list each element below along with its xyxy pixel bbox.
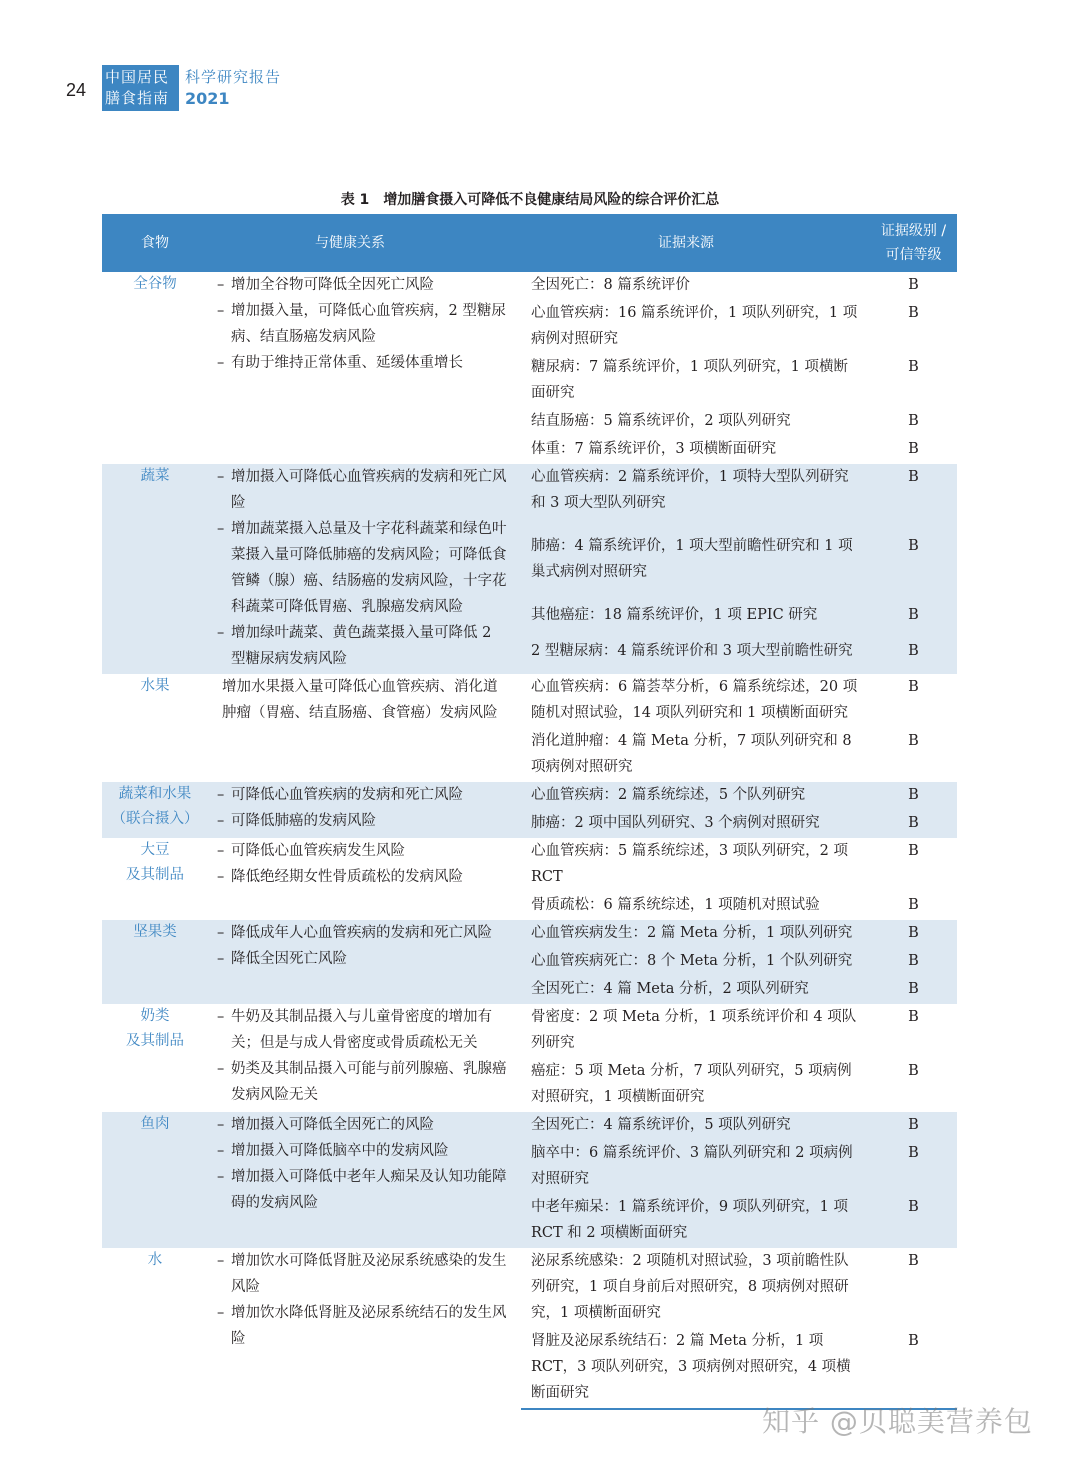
relation-item (217, 1112, 507, 1138)
food-name (102, 1112, 208, 1248)
food-name-line: 蔬菜 (140, 468, 170, 484)
evidence-grade: B (908, 897, 919, 913)
relation-text: 增加饮水降低肾脏及泌尿系统结石的发生风险 (231, 1305, 507, 1347)
table-row (102, 782, 957, 810)
food-name-line: 大豆 (140, 842, 170, 858)
table-caption-number: 表 1 (340, 192, 370, 208)
relation-item (217, 350, 507, 376)
header-relation: 与健康关系 (208, 214, 521, 272)
evidence-grade: B (870, 920, 957, 948)
relation-text: 奶类及其制品摄入可能与前列腺癌、乳腺癌发病风险无关 (231, 1061, 507, 1103)
health-relation (208, 1248, 521, 1409)
food-name (102, 272, 208, 464)
evidence-source: 糖尿病：7 篇系统评价，1 项队列研究，1 项横断面研究 (531, 359, 849, 401)
bullet-dash: – (217, 1009, 225, 1025)
bullet-dash: – (217, 625, 225, 641)
relation-text: 降低绝经期女性骨质疏松的发病风险 (231, 869, 463, 885)
bullet-dash: – (217, 355, 225, 371)
header-grade (870, 214, 957, 272)
evidence-grade: B (870, 1328, 957, 1409)
evidence-source: 全因死亡：8 篇系统评价 (531, 277, 690, 293)
evidence-source: 其他癌症：18 篇系统评价，1 项 EPIC 研究 (521, 602, 870, 638)
evidence-grade: B (870, 810, 957, 838)
evidence-grade: B (870, 464, 957, 533)
relation-text: 降低成年人心血管疾病的发病和死亡风险 (231, 925, 492, 941)
health-relation (208, 464, 521, 674)
food-name-line: 水果 (140, 678, 170, 694)
relation-item (217, 864, 507, 890)
evidence-grade: B (908, 733, 919, 749)
health-relation (208, 838, 521, 920)
relation-item (217, 1004, 507, 1056)
relation-item (217, 808, 507, 834)
header-grade-line-1: 证据级别 / (880, 223, 947, 239)
evidence-grade: B (908, 277, 919, 293)
table-row (102, 464, 957, 533)
relation-text: 牛奶及其制品摄入与儿童骨密度的增加有关；但是与成人骨密度或骨质疏松无关 (231, 1009, 492, 1051)
relation-text: 有助于维持正常体重、延缓体重增长 (231, 355, 463, 371)
relation-item (217, 464, 507, 516)
evidence-grade: B (870, 976, 957, 1004)
relation-item (217, 1164, 507, 1216)
food-name-line: 及其制品 (126, 867, 184, 883)
relation-text: 增加全谷物可降低全因死亡风险 (231, 277, 434, 293)
health-relation (208, 920, 521, 1004)
evidence-source: 肺癌：4 篇系统评价，1 项大型前瞻性研究和 1 项巢式病例对照研究 (521, 533, 870, 602)
table-row (102, 674, 957, 728)
food-name-line: 鱼肉 (140, 1116, 170, 1132)
evidence-grade: B (908, 1009, 919, 1025)
evidence-grade: B (908, 1063, 919, 1079)
table-row (102, 1112, 957, 1140)
food-name (102, 674, 208, 782)
header-food: 食物 (102, 214, 208, 272)
evidence-source: 全因死亡：4 篇 Meta 分析，2 项队列研究 (521, 976, 870, 1004)
relation-item (217, 1248, 507, 1300)
evidence-grade: B (908, 359, 919, 375)
relation-item (217, 920, 507, 946)
relation-item (217, 620, 507, 672)
bullet-dash: – (217, 813, 225, 829)
relation-text: 增加绿叶蔬菜、黄色蔬菜摄入量可降低 2 型糖尿病发病风险 (231, 625, 492, 667)
evidence-grade: B (908, 1253, 919, 1269)
relation-text: 增加饮水可降低肾脏及泌尿系统感染的发生风险 (231, 1253, 507, 1295)
evidence-grade: B (870, 1140, 957, 1194)
evidence-source: 心血管疾病死亡：8 个 Meta 分析，1 个队列研究 (521, 948, 870, 976)
health-relation (208, 1112, 521, 1248)
health-relation (208, 1004, 521, 1112)
evidence-source: 心血管疾病：5 篇系统综述，3 项队列研究，2 项 RCT (531, 843, 849, 885)
page-number: 24 (66, 80, 87, 100)
evidence-source: 肾脏及泌尿系统结石：2 篇 Meta 分析，1 项 RCT，3 项队列研究，3 项病例对照研究，4 项横断面研究 (521, 1328, 870, 1409)
watermark: 知乎 @贝聪美营养包 (762, 1405, 1033, 1438)
evidence-grade: B (908, 843, 919, 859)
relation-item: 增加水果摄入量可降低心血管疾病、消化道肿瘤（胃癌、结直肠癌、食管癌）发病风险 (222, 679, 498, 721)
food-name-line: 蔬菜和水果 (118, 786, 192, 802)
evidence-source: 泌尿系统感染：2 项随机对照试验，3 项前瞻性队列研究，1 项自身前后对照研究，8 项病例对照研究，1 项横断面研究 (531, 1253, 849, 1321)
bullet-dash: – (217, 925, 225, 941)
evidence-source: 消化道肿瘤：4 篇 Meta 分析，7 项队列研究和 8 项病例对照研究 (531, 733, 852, 775)
guideline-badge (102, 65, 179, 111)
bullet-dash: – (217, 469, 225, 485)
food-name (102, 464, 208, 674)
food-name (102, 920, 208, 1004)
food-name-line: 水 (147, 1252, 163, 1268)
report-header (185, 67, 281, 109)
evidence-source: 2 型糖尿病：4 篇系统评价和 3 项大型前瞻性研究 (521, 638, 870, 674)
relation-text: 可降低心血管疾病发生风险 (231, 843, 405, 859)
evidence-source: 心血管疾病发生：2 篇 Meta 分析，1 项队列研究 (521, 920, 870, 948)
table-row (102, 272, 957, 300)
relation-text: 可降低肺癌的发病风险 (231, 813, 376, 829)
evidence-source: 心血管疾病：6 篇荟萃分析，6 篇系统综述，20 项随机对照试验，14 项队列研究和 1 项横断面研究 (531, 679, 858, 721)
relation-item (217, 1300, 507, 1352)
bullet-dash: – (217, 1117, 225, 1133)
bullet-dash: – (217, 1305, 225, 1321)
relation-item (217, 1138, 507, 1164)
relation-text: 增加摄入可降低中老年人痴呆及认知功能障碍的发病风险 (231, 1169, 507, 1211)
evidence-source: 全因死亡：4 篇系统评价，5 项队列研究 (521, 1112, 870, 1140)
health-relation (208, 782, 521, 838)
evidence-source: 肺癌：2 项中国队列研究、3 个病例对照研究 (521, 810, 870, 838)
food-name-line: 坚果类 (133, 924, 177, 940)
report-year: 2021 (185, 89, 230, 108)
relation-item (217, 298, 507, 350)
table-header-row (102, 214, 957, 272)
evidence-grade: B (870, 602, 957, 638)
evidence-grade: B (908, 679, 919, 695)
food-name-line: 及其制品 (126, 1033, 184, 1049)
food-name-line: 全谷物 (133, 276, 177, 292)
relation-text: 增加摄入可降低全因死亡的风险 (231, 1117, 434, 1133)
bullet-dash: – (217, 951, 225, 967)
evidence-grade: B (908, 413, 919, 429)
evidence-grade: B (908, 305, 919, 321)
relation-item (217, 946, 507, 972)
badge-line-1: 中国居民 (105, 68, 170, 86)
evidence-grade: B (870, 1112, 957, 1140)
food-name (102, 1004, 208, 1112)
badge-line-2: 膳食指南 (105, 89, 170, 107)
health-relation (208, 674, 521, 782)
table-row (102, 1248, 957, 1328)
relation-item (217, 782, 507, 808)
relation-item (217, 838, 507, 864)
report-title: 科学研究报告 (185, 68, 282, 86)
table-row (102, 920, 957, 948)
relation-text: 增加蔬菜摄入总量及十字花科蔬菜和绿色叶菜摄入量可降低肺癌的发病风险；可降低食管鳞（腺）癌、结肠癌的发病风险，十字花科蔬菜可降低胃癌、乳腺癌发病风险 (231, 521, 507, 615)
food-name (102, 838, 208, 920)
relation-text: 降低全因死亡风险 (231, 951, 347, 967)
bullet-dash: – (217, 1169, 225, 1185)
evidence-source: 骨密度：2 项 Meta 分析，1 项系统评价和 4 项队列研究 (531, 1009, 857, 1051)
evidence-source: 中老年痴呆：1 篇系统评价，9 项队列研究，1 项 RCT 和 2 项横断面研究 (521, 1194, 870, 1248)
table-caption-title: 增加膳食摄入可降低不良健康结局风险的综合评价汇总 (383, 192, 720, 208)
bullet-dash: – (217, 1253, 225, 1269)
relation-text: 增加摄入可降低脑卒中的发病风险 (231, 1143, 449, 1159)
evidence-source: 心血管疾病：16 篇系统评价，1 项队列研究，1 项病例对照研究 (531, 305, 858, 347)
evidence-source: 心血管疾病：2 篇系统评价，1 项特大型队列研究和 3 项大型队列研究 (521, 464, 870, 533)
header-grade-line-2: 可信等级 (885, 247, 942, 263)
relation-text: 可降低心血管疾病的发病和死亡风险 (231, 787, 463, 803)
evidence-grade: B (870, 782, 957, 810)
relation-item (217, 516, 507, 620)
bullet-dash: – (217, 787, 225, 803)
food-name (102, 1248, 208, 1409)
bullet-dash: – (217, 277, 225, 293)
evidence-source: 结直肠癌：5 篇系统评价，2 项队列研究 (531, 413, 791, 429)
evidence-grade: B (870, 1194, 957, 1248)
evidence-source: 癌症：5 项 Meta 分析，7 项队列研究，5 项病例对照研究，1 项横断面研究 (531, 1063, 852, 1105)
relation-text: 增加摄入量，可降低心血管疾病，2 型糖尿病、结直肠癌发病风险 (231, 303, 506, 345)
bullet-dash: – (217, 521, 225, 537)
bullet-dash: – (217, 1061, 225, 1077)
health-relation (208, 272, 521, 464)
relation-item (217, 1056, 507, 1108)
bullet-dash: – (217, 843, 225, 859)
relation-text: 增加摄入可降低心血管疾病的发病和死亡风险 (231, 469, 507, 511)
bullet-dash: – (217, 303, 225, 319)
evidence-grade: B (870, 533, 957, 602)
evidence-source: 骨质疏松：6 篇系统综述，1 项随机对照试验 (531, 897, 820, 913)
evidence-source: 体重：7 篇系统评价，3 项横断面研究 (531, 441, 777, 457)
evidence-source: 脑卒中：6 篇系统评价、3 篇队列研究和 2 项病例对照研究 (521, 1140, 870, 1194)
evidence-grade: B (870, 948, 957, 976)
evaluation-summary-table (102, 214, 957, 1410)
food-name-line: 奶类 (140, 1008, 170, 1024)
evidence-source: 心血管疾病：2 篇系统综述，5 个队列研究 (521, 782, 870, 810)
table-caption (0, 189, 1060, 209)
relation-item (217, 272, 507, 298)
bullet-dash: – (217, 869, 225, 885)
table-row (102, 838, 957, 892)
food-name-line: （联合摄入） (111, 811, 199, 827)
evidence-grade: B (908, 441, 919, 457)
evidence-grade: B (870, 638, 957, 674)
header-evidence: 证据来源 (521, 214, 870, 272)
food-name (102, 782, 208, 838)
table-body (102, 272, 957, 1409)
table-row (102, 1004, 957, 1058)
bullet-dash: – (217, 1143, 225, 1159)
